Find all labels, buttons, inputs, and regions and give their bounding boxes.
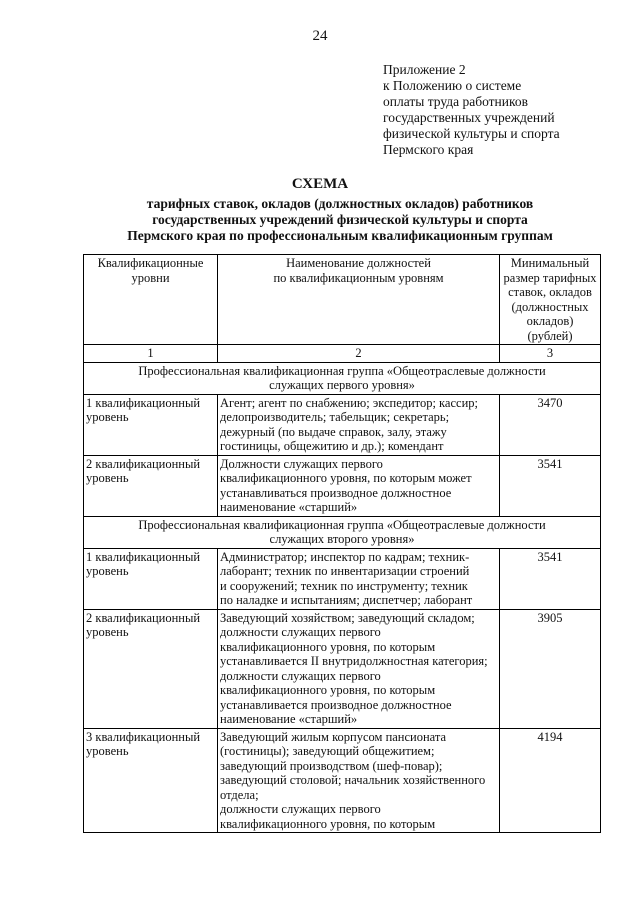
position-text: квалификационного уровня, по которым может xyxy=(220,471,472,485)
column-number: 3 xyxy=(500,345,601,363)
level-cell xyxy=(84,455,218,516)
positions-cell xyxy=(218,548,500,609)
header-text: по квалификационным уровням xyxy=(273,270,444,285)
level-text: 3 квалификационный xyxy=(86,729,201,744)
subtitle-line: тарифных ставок, окладов (должностных окладов) работников xyxy=(146,196,534,211)
page-number: 24 xyxy=(312,28,328,44)
appendix-note xyxy=(383,62,633,158)
appendix-line: физической культуры и спорта xyxy=(383,126,560,141)
salary-cell: 3905 xyxy=(500,609,601,728)
salary-cell: 4194 xyxy=(500,728,601,833)
position-text: квалификационного уровня, по которым xyxy=(220,683,436,697)
level-cell xyxy=(84,728,218,833)
group-header-row xyxy=(84,516,601,548)
group-title-line: Профессиональная квалификационная группа «Общеотраслевые должности xyxy=(138,517,546,532)
position-text: должности служащих первого xyxy=(220,668,381,683)
group-header-row xyxy=(84,362,601,394)
column-number: 2 xyxy=(218,345,500,363)
header-text: Квалификационные xyxy=(97,256,204,270)
position-text: дежурный (по выдаче справок, залу, этажу xyxy=(220,424,447,439)
position-text: заведующий столовой; начальник хозяйственного xyxy=(220,773,486,787)
level-text: уровень xyxy=(86,564,129,578)
document-subtitle xyxy=(80,196,600,244)
header-text: размер тарифных xyxy=(503,270,597,285)
position-text: квалификационного уровня, по которым xyxy=(220,816,436,831)
level-text: уровень xyxy=(86,471,129,485)
group-title-line: служащих второго уровня» xyxy=(269,532,415,546)
position-text: заведующий производством (шеф-повар); xyxy=(220,758,443,773)
position-text: Заведующий хозяйством; заведующий складом; xyxy=(220,610,475,625)
level-cell xyxy=(84,609,218,728)
header-text: окладов) xyxy=(526,314,574,328)
table-row xyxy=(84,609,601,728)
header-text: (рублей) xyxy=(527,328,573,343)
positions-cell xyxy=(218,609,500,728)
group-title xyxy=(84,516,601,548)
header-text: Наименование должностей xyxy=(286,256,431,270)
level-text: 1 квалификационный xyxy=(86,395,201,410)
header-text: уровни xyxy=(131,270,170,285)
column-number: 1 xyxy=(84,345,218,363)
header-levels xyxy=(84,255,218,345)
group-title xyxy=(84,362,601,394)
position-text: и сооружений; техник по инструменту; техник xyxy=(220,578,468,593)
positions-cell xyxy=(218,728,500,833)
table-row xyxy=(84,548,601,609)
position-text: гостиницы, общежитию и др.); комендант xyxy=(220,439,444,453)
position-text: делопроизводитель; табельщик; секретарь; xyxy=(220,410,450,424)
position-text: Должности служащих первого xyxy=(220,456,383,471)
position-text: Агент; агент по снабжению; экспедитор; кассир; xyxy=(220,395,478,410)
appendix-line: оплаты труда работников xyxy=(383,94,528,109)
header-salary xyxy=(500,255,601,345)
appendix-line: государственных учреждений xyxy=(383,110,555,125)
appendix-line: к Положению о системе xyxy=(383,78,522,93)
position-text: квалификационного уровня, по которым xyxy=(220,639,436,654)
subtitle-line: Пермского края по профессиональным квалификационным группам xyxy=(127,228,553,243)
header-text: (должностных xyxy=(511,299,589,314)
level-text: 2 квалификационный xyxy=(86,610,201,625)
group-title-line: служащих первого уровня» xyxy=(269,378,415,392)
position-text: устанавливаться производное должностное xyxy=(220,485,452,500)
appendix-line: Приложение 2 xyxy=(383,62,466,77)
salary-cell: 3470 xyxy=(500,394,601,455)
header-text: Минимальный xyxy=(510,256,590,270)
position-text: наименование «старший» xyxy=(220,712,358,726)
level-text: уровень xyxy=(86,744,129,758)
position-text: должности служащих первого xyxy=(220,625,381,639)
table-row xyxy=(84,455,601,516)
position-text: Заведующий жилым корпусом пансионата xyxy=(220,729,447,744)
position-text: отдела; xyxy=(220,787,259,802)
positions-cell xyxy=(218,394,500,455)
position-text: наименование «старший» xyxy=(220,500,358,514)
position-text: устанавливается производное должностное xyxy=(220,697,452,712)
table-row xyxy=(84,394,601,455)
level-text: уровень xyxy=(86,625,129,639)
salary-cell: 3541 xyxy=(500,455,601,516)
level-cell xyxy=(84,394,218,455)
appendix-line: Пермского края xyxy=(383,142,474,157)
group-title-line: Профессиональная квалификационная группа «Общеотраслевые должности xyxy=(138,363,546,378)
header-positions xyxy=(218,255,500,345)
position-text: устанавливается II внутридолжностная категория; xyxy=(220,654,488,668)
salary-cell: 3541 xyxy=(500,548,601,609)
level-text: 1 квалификационный xyxy=(86,549,201,564)
document-title: СХЕМА xyxy=(291,176,349,192)
level-text: 2 квалификационный xyxy=(86,456,201,471)
table-row xyxy=(84,728,601,833)
level-cell xyxy=(84,548,218,609)
position-text: (гостиницы); заведующий общежитием; xyxy=(220,744,435,758)
column-number-row xyxy=(84,345,601,363)
subtitle-line: государственных учреждений физической культуры и спорта xyxy=(152,212,528,227)
position-text: должности служащих первого xyxy=(220,802,381,816)
header-text: ставок, окладов xyxy=(508,285,592,299)
position-text: по наладке и испытаниям; диспетчер; лаборант xyxy=(220,593,473,607)
salary-table xyxy=(83,254,601,833)
positions-cell xyxy=(218,455,500,516)
level-text: уровень xyxy=(86,410,129,424)
position-text: лаборант; техник по инвентаризации строений xyxy=(220,564,470,578)
position-text: Администратор; инспектор по кадрам; техник- xyxy=(220,549,470,564)
